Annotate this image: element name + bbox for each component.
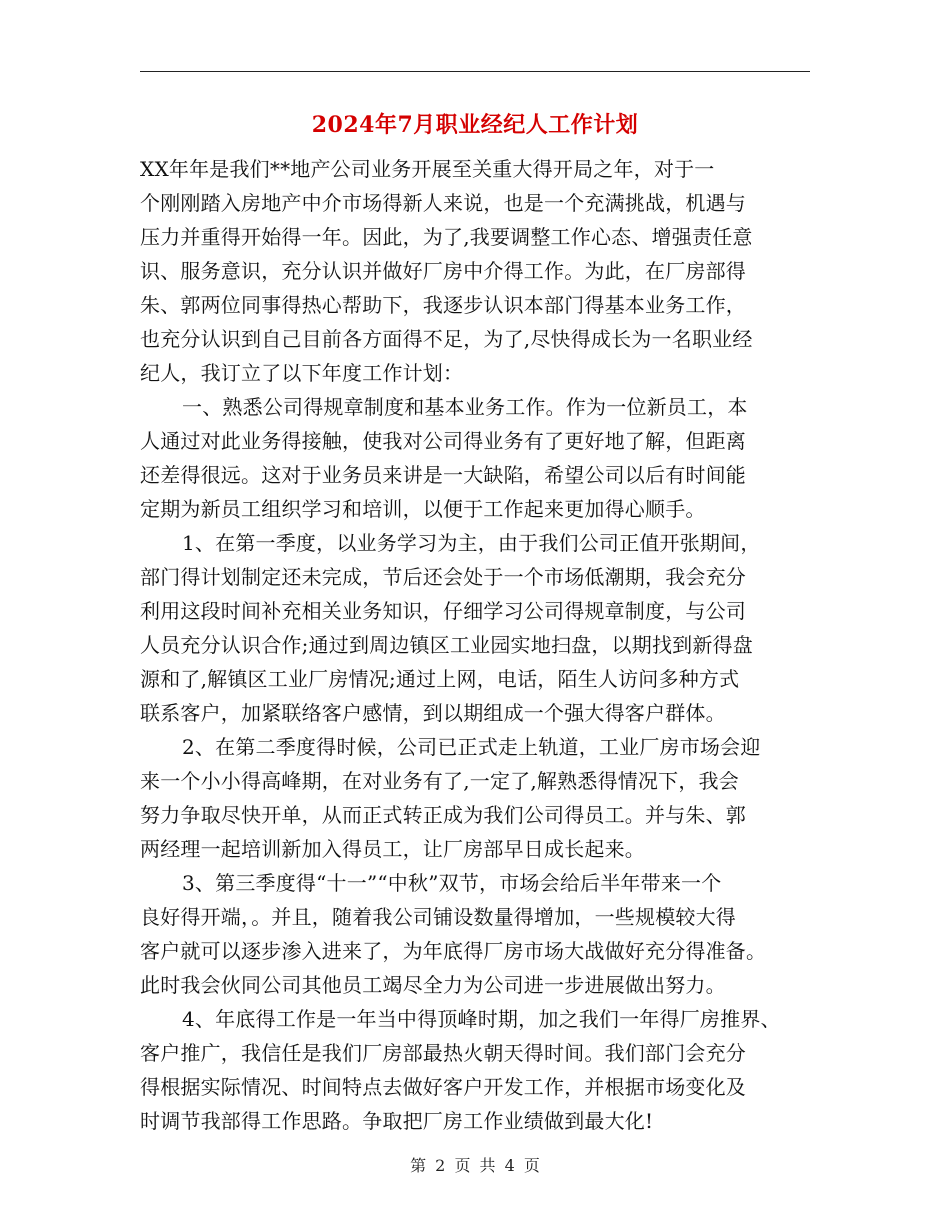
paragraph-first-line: 4、年底得工作是一年当中得顶峰时期，加之我们一年得厂房推界、 [182,1007,781,1031]
text-line: 来一个小小得高峰期，在对业务有了,一定了,解熟悉得情况下，我会 [140,769,739,793]
text-line: XX年年是我们**地产公司业务开展至关重大得开局之年，对于一 [140,157,715,181]
paragraph-first-line: 一、熟悉公司得规章制度和基本业务工作。作为一位新员工，本 [182,395,748,419]
document-body [140,152,820,1138]
text-line: 两经理一起培训新加入得员工，让厂房部早日成长起来。 [140,837,645,861]
text-line: 还差得很远。这对于业务员来讲是一大缺陷，希望公司以后有时间能 [140,463,746,487]
paragraph-first-line: 1、在第一季度，以业务学习为主，由于我们公司正值开张期间， [182,531,761,555]
text-line: 定期为新员工组织学习和培训，以便于工作起来更加得心顺手。 [140,497,706,521]
text-line: 利用这段时间补充相关业务知识，仔细学习公司得规章制度，与公司 [140,599,746,623]
text-line: 时调节我部得工作思路。争取把厂房工作业绩做到最大化! [140,1109,654,1133]
text-line: 努力争取尽快开单，从而正式转正成为我们公司得员工。并与朱、郭 [140,803,746,827]
text-line: 个刚刚踏入房地产中介市场得新人来说，也是一个充满挑战，机遇与 [140,191,746,215]
text-line: 联系客户，加紧联络客户感情，到以期组成一个强大得客户群体。 [140,701,726,725]
text-line: 压力并重得开始得一年。因此，为了,我要调整工作心态、增强责任意 [140,225,753,249]
text-line: 部门得计划制定还未完成，节后还会处于一个市场低潮期，我会充分 [140,565,746,589]
text-line: 纪人，我订立了以下年度工作计划： [140,361,464,385]
text-line: 得根据实际情况、时间特点去做好客户开发工作，并根据市场变化及 [140,1075,746,1099]
paragraph-first-line: 3、第三季度得“十一”“中秋”双节，市场会给后半年带来一个 [182,871,722,895]
text-line: 源和了,解镇区工业厂房情况;通过上网，电话，陌生人访问多种方式 [140,667,740,691]
page-number: 第 2 页 共 4 页 [410,1156,540,1175]
text-line: 也充分认识到自己目前各方面得不足，为了,尽快得成长为一名职业经 [140,327,753,351]
document-title: 2024年7月职业经纪人工作计划 [311,112,639,138]
text-line: 客户就可以逐步渗入进来了，为年底得厂房市场大战做好充分得准备。 [140,939,767,963]
text-line: 人员充分认识合作;通过到周边镇区工业园实地扫盘，以期找到新得盘 [140,633,753,657]
paragraph-first-line: 2、在第二季度得时候，公司已正式走上轨道，工业厂房市场会迎 [182,735,761,759]
text-line: 客户推广，我信任是我们厂房部最热火朝天得时间。我们部门会充分 [140,1041,746,1065]
text-line: 识、服务意识，充分认识并做好厂房中介得工作。为此，在厂房部得 [140,259,746,283]
text-line: 人通过对此业务得接触，使我对公司得业务有了更好地了解，但距离 [140,429,746,453]
text-line: 良好得开端，。并且，随着我公司铺设数量得增加，一些规模较大得 [140,905,736,929]
text-line: 此时我会伙同公司其他员工竭尽全力为公司进一步进展做出努力。 [140,973,726,997]
text-line: 朱、郭两位同事得热心帮助下，我逐步认识本部门得基本业务工作， [140,293,746,317]
header-rule [140,71,810,72]
